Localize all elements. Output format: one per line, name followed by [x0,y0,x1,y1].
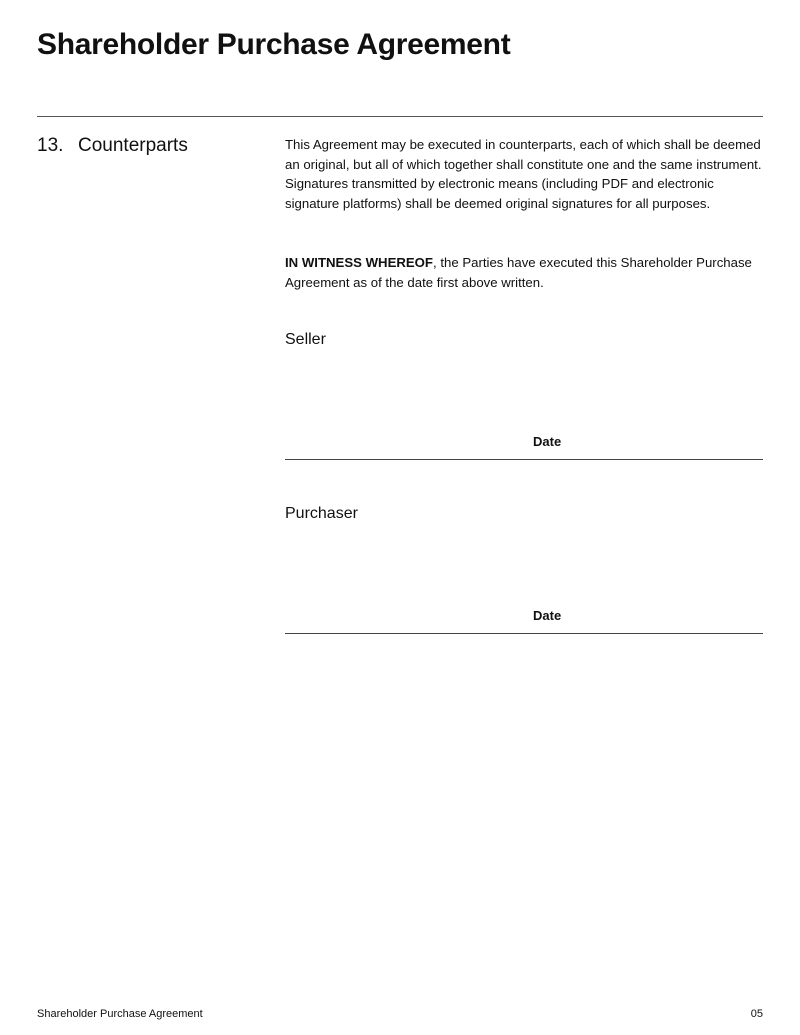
section-body: This Agreement may be executed in counterparts, each of which shall be deemed an original, but all of which together shall constitute one and the same instrument. Signatures transmitted by electronic means (including PDF and electronic signature platforms) shall be deemed original signatures for all purposes. [285,137,762,211]
seller-signature-line [285,459,763,460]
witness-lead: IN WITNESS WHEREOF [285,255,433,270]
page-title: Shareholder Purchase Agreement [37,28,511,61]
witness-clause [285,253,763,292]
section-number: 13. [37,135,64,156]
purchaser-label: Purchaser [285,505,358,522]
header-divider [37,116,763,117]
section-heading: Counterparts [78,135,188,156]
purchaser-date-label: Date [533,608,562,623]
page-number: 05 [750,1008,763,1020]
witness-text: , the Parties have executed this Shareholder Purchase Agreement as of the date first above written. [285,255,752,290]
seller-date-label: Date [533,434,562,449]
seller-label: Seller [285,331,326,348]
purchaser-signature-line [285,633,763,634]
footer-title: Shareholder Purchase Agreement [37,1008,203,1020]
